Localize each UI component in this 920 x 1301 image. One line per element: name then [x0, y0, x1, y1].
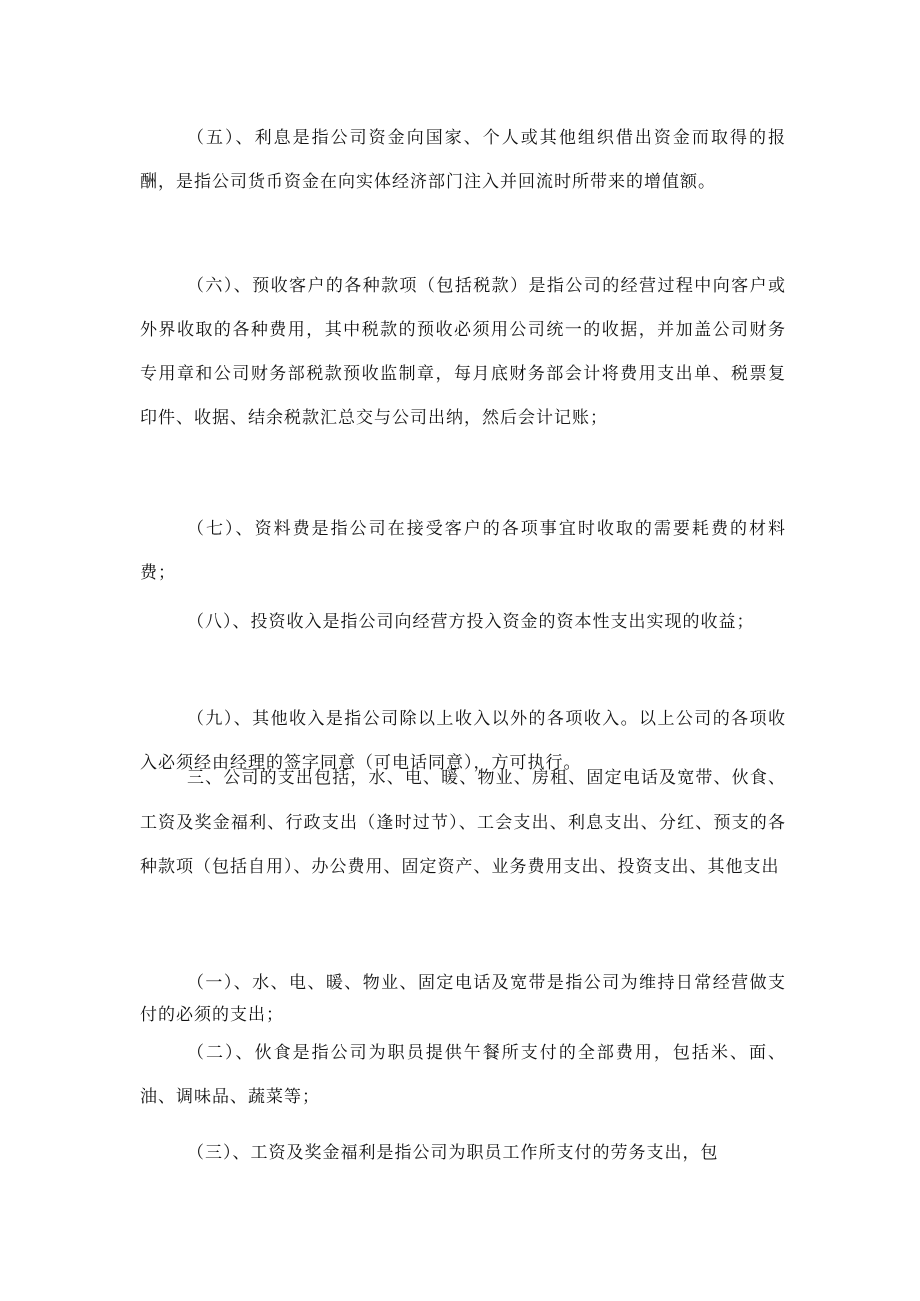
paragraph-material-fee: （七）、资料费是指公司在接受客户的各项事宜时收取的需要耗费的材料费；	[140, 519, 786, 583]
paragraph-utilities: （一）、水、电、暖、物业、固定电话及宽带是指公司为维持日常经营做支付的必须的支出；	[140, 973, 786, 1025]
paragraph-other-income: （九）、其他收入是指公司除以上收入以外的各项收入。以上公司的各项收入必须经由经理的签字同意（可电话同意），方可执行。	[140, 709, 786, 773]
paragraph-wages: （三）、工资及奖金福利是指公司为职员工作所支付的劳务支出，包	[187, 1143, 719, 1163]
paragraph-advance-receipts: （六）、预收客户的各种款项（包括税款）是指公司的经营过程中向客户或外界收取的各种费用，其中税款的预收必须用公司统一的收据，并加盖公司财务专用章和公司财务部税款预收监制章，每月底财务部会计将费用支出单、税票复印件、收据、结余税款汇总交与公司出纳，然后会计记账；	[140, 276, 786, 428]
paragraph-meals: （二）、伙食是指公司为职员提供午餐所支付的全部费用，包括米、面、油、调味品、蔬菜等；	[140, 1043, 786, 1107]
paragraph-expenditures-overview: 三、公司的支出包括，水、电、暖、物业、房租、固定电话及宽带、伙食、工资及奖金福利、行政支出（逢时过节）、工会支出、利息支出、分红、预支的各种款项（包括自用）、办公费用、固定资产、业务费用支出、投资支出、其他支出	[140, 768, 786, 877]
paragraph-investment-income: （八）、投资收入是指公司向经营方投入资金的资本性支出实现的收益；	[187, 612, 755, 632]
paragraph-interest: （五）、利息是指公司资金向国家、个人或其他组织借出资金而取得的报酬，是指公司货币资金在向实体经济部门注入并回流时所带来的增值额。	[140, 128, 786, 192]
